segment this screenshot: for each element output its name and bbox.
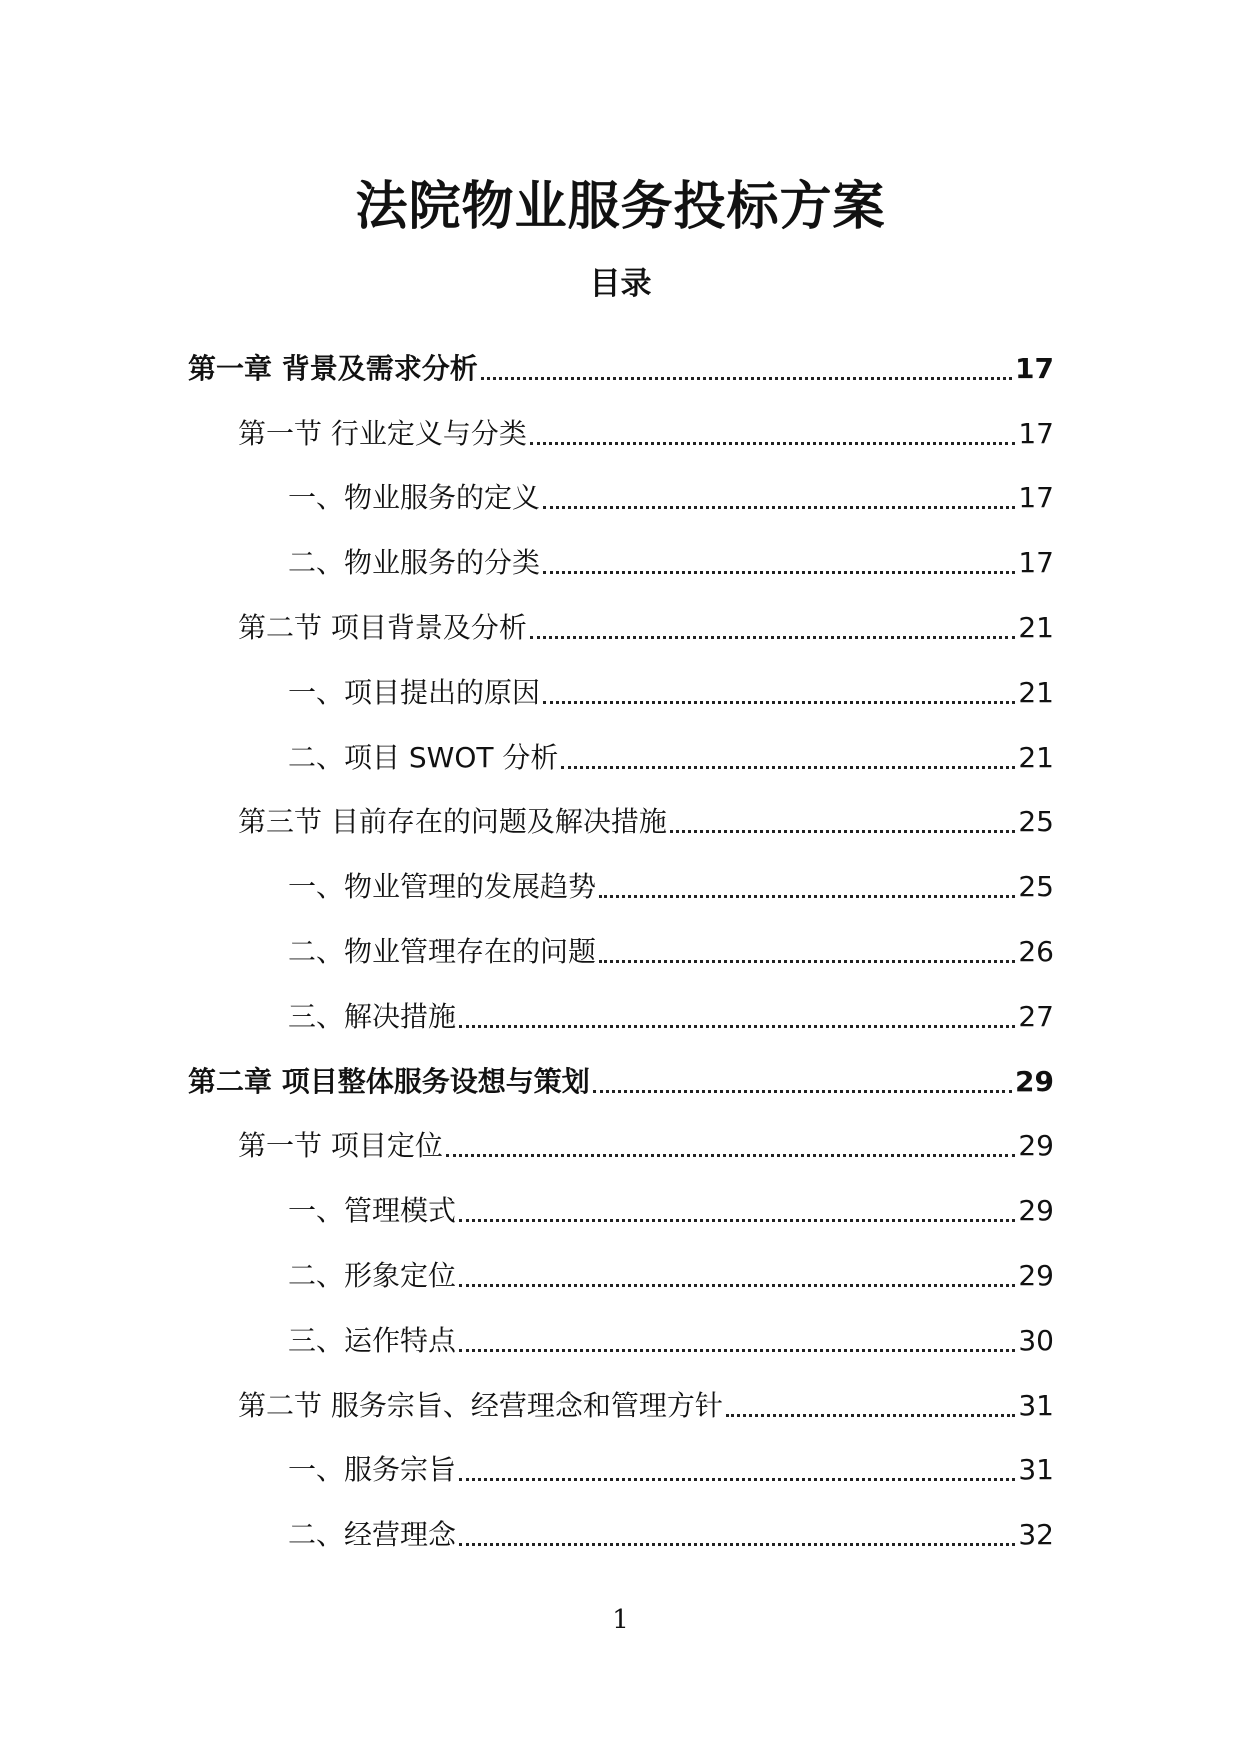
toc-entry-text: 第一节 项目定位 xyxy=(238,1129,443,1163)
toc-entry-text: 三、解决措施 xyxy=(288,999,457,1033)
toc-dot-leader xyxy=(543,506,1015,509)
toc-entry[interactable] xyxy=(188,913,1054,978)
toc-entry-text: 一、物业服务的定义 xyxy=(288,481,541,515)
toc-entry-text: 二、经营理念 xyxy=(288,1518,457,1552)
toc-dot-leader xyxy=(459,1349,1015,1352)
toc-heading: 目录 xyxy=(589,266,652,302)
toc-entry-text: 二、物业服务的分类 xyxy=(288,546,541,580)
toc-entry[interactable] xyxy=(188,978,1054,1043)
toc-entry-page: 21 xyxy=(1018,675,1054,709)
toc-entry[interactable] xyxy=(188,524,1054,589)
toc-dot-leader xyxy=(530,636,1015,639)
toc-entry[interactable] xyxy=(188,1237,1054,1302)
toc-dot-leader xyxy=(459,1025,1015,1028)
toc-dot-leader xyxy=(670,830,1015,833)
toc-dot-leader xyxy=(459,1219,1015,1222)
toc-entry[interactable] xyxy=(188,654,1054,719)
toc-entry-text: 第一节 行业定义与分类 xyxy=(238,416,527,450)
toc-entry-text: 一、服务宗旨 xyxy=(288,1453,457,1487)
toc-entry[interactable] xyxy=(188,784,1054,849)
toc-entry-text: 第二节 项目背景及分析 xyxy=(238,610,527,644)
toc-entry-page: 25 xyxy=(1018,805,1054,839)
toc-dot-leader xyxy=(459,1478,1015,1481)
toc-entry[interactable] xyxy=(188,1172,1054,1237)
toc-entry-text: 第二节 服务宗旨、经营理念和管理方针 xyxy=(238,1388,723,1422)
toc-entry[interactable] xyxy=(188,719,1054,784)
toc-entry-text: 第一章 背景及需求分析 xyxy=(188,351,478,385)
toc-entry-page: 29 xyxy=(1018,1129,1054,1163)
toc-entry-text: 二、物业管理存在的问题 xyxy=(288,934,597,968)
toc-entry-text: 一、物业管理的发展趋势 xyxy=(288,870,597,904)
toc-entry-page: 25 xyxy=(1018,870,1054,904)
toc-dot-leader xyxy=(481,377,1012,380)
toc-entry[interactable] xyxy=(188,848,1054,913)
toc-entry[interactable] xyxy=(188,1043,1054,1108)
document-title: 法院物业服务投标方案 xyxy=(355,177,886,237)
toc-entry-page: 27 xyxy=(1018,999,1054,1033)
toc-dot-leader xyxy=(543,701,1015,704)
toc-entry-page: 29 xyxy=(1018,1258,1054,1292)
toc-entry-text: 二、形象定位 xyxy=(288,1258,457,1292)
toc-entry-text: 二、项目 SWOT 分析 xyxy=(288,740,559,774)
toc-entry-page: 29 xyxy=(1015,1064,1054,1098)
toc-entry[interactable] xyxy=(188,395,1054,460)
toc-entry-page: 32 xyxy=(1018,1518,1054,1552)
toc-entry[interactable] xyxy=(188,1367,1054,1432)
toc-entry-page: 17 xyxy=(1015,351,1054,385)
toc-dot-leader xyxy=(446,1154,1015,1157)
toc-dot-leader xyxy=(593,1090,1012,1093)
toc-entry-page: 26 xyxy=(1018,934,1054,968)
toc-entry[interactable] xyxy=(188,1496,1054,1561)
toc-entry-text: 第三节 目前存在的问题及解决措施 xyxy=(238,805,667,839)
toc-dot-leader xyxy=(561,766,1015,769)
page-number: 1 xyxy=(612,1605,629,1635)
toc-dot-leader xyxy=(459,1543,1015,1546)
toc-dot-leader xyxy=(543,571,1015,574)
toc-entry-page: 17 xyxy=(1018,416,1054,450)
toc-entry-page: 17 xyxy=(1018,481,1054,515)
toc-entry[interactable] xyxy=(188,1108,1054,1173)
toc-entry[interactable] xyxy=(188,589,1054,654)
toc-dot-leader xyxy=(599,895,1015,898)
toc-entry-text: 第二章 项目整体服务设想与策划 xyxy=(188,1064,590,1098)
toc-entry-page: 31 xyxy=(1018,1388,1054,1422)
toc-dot-leader xyxy=(599,960,1015,963)
toc-dot-leader xyxy=(530,442,1015,445)
toc-entry-text: 一、项目提出的原因 xyxy=(288,675,541,709)
toc-entry-page: 29 xyxy=(1018,1194,1054,1228)
toc-entry-page: 21 xyxy=(1018,740,1054,774)
table-of-contents xyxy=(188,330,1054,1561)
toc-entry[interactable] xyxy=(188,330,1054,395)
toc-dot-leader xyxy=(459,1284,1015,1287)
toc-entry-page: 31 xyxy=(1018,1453,1054,1487)
toc-entry-page: 30 xyxy=(1018,1323,1054,1357)
toc-entry-text: 一、管理模式 xyxy=(288,1194,457,1228)
toc-entry[interactable] xyxy=(188,1302,1054,1367)
toc-entry-text: 三、运作特点 xyxy=(288,1323,457,1357)
toc-dot-leader xyxy=(726,1414,1015,1417)
toc-entry[interactable] xyxy=(188,1432,1054,1497)
toc-entry-page: 17 xyxy=(1018,546,1054,580)
toc-entry-page: 21 xyxy=(1018,610,1054,644)
toc-entry[interactable] xyxy=(188,460,1054,525)
